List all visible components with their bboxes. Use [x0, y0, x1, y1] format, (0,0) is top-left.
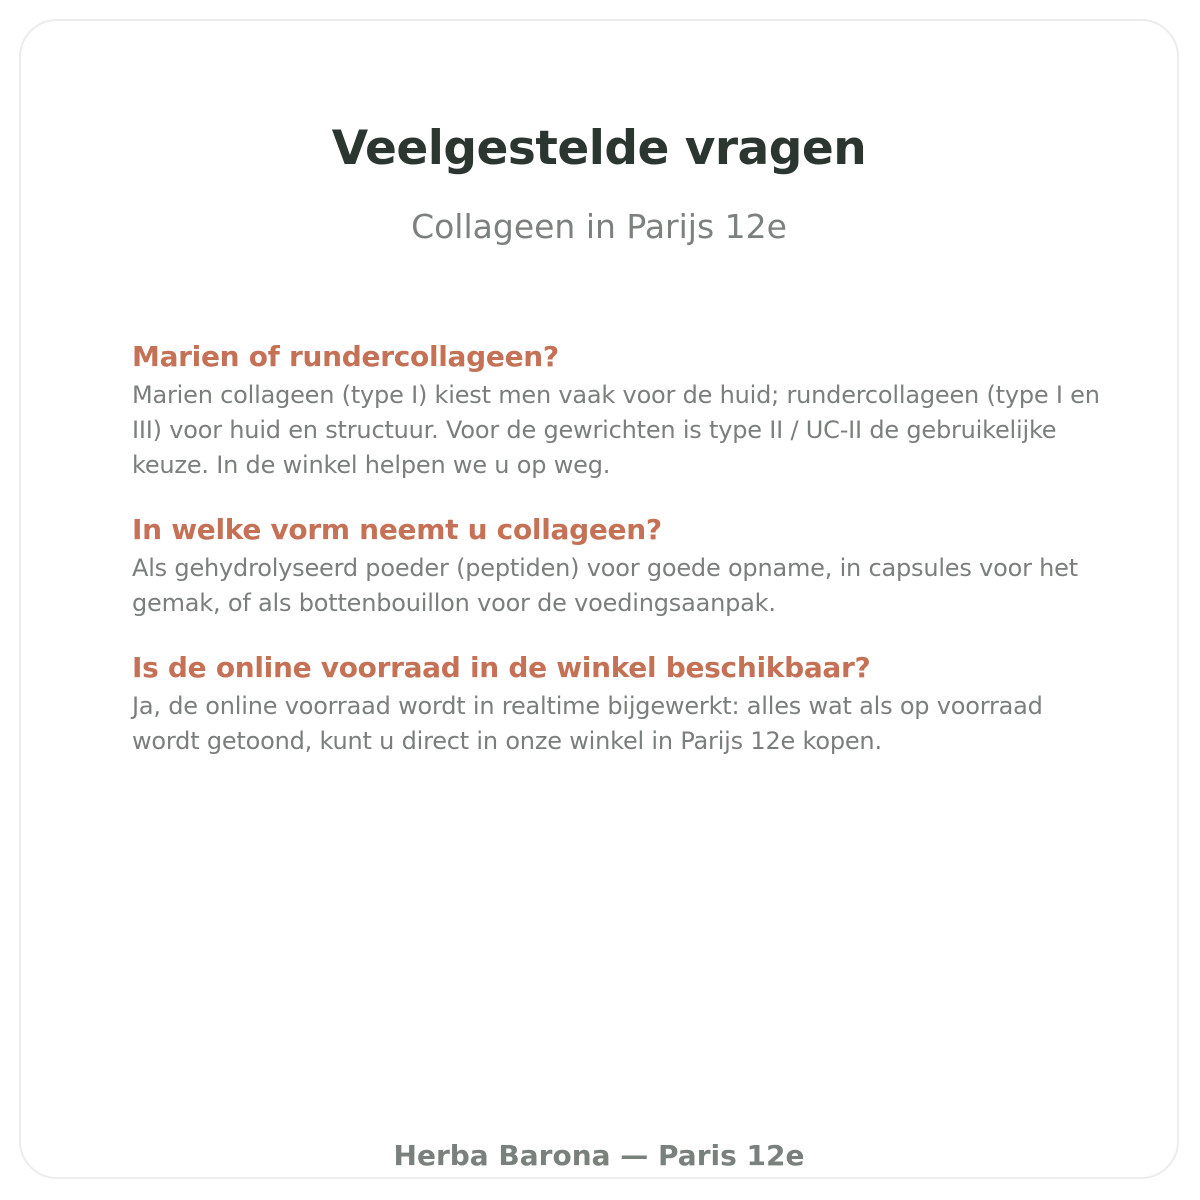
footer-store-name: Herba Barona — Paris 12e — [393, 1139, 805, 1172]
page-title: Veelgestelde vragen — [331, 121, 867, 176]
faq-answer: Marien collageen (type I) kiest men vaak voor de huid; rundercollageen (type I en III) voor huid en structuur. Voor de gewrichten is type II / UC-II de gebruikelijke keuze. In de winkel helpen we u op weg. — [132, 381, 1100, 479]
faq-item — [132, 650, 1107, 759]
faq-question: Marien of rundercollageen? — [132, 340, 559, 373]
faq-item — [132, 339, 1107, 483]
page-subtitle: Collageen in Parijs 12e — [411, 207, 787, 246]
faq-answer: Als gehydrolyseerd poeder (peptiden) voor goede opname, in capsules voor het gemak, of als bottenbouillon voor de voedingsaanpak. — [132, 554, 1078, 617]
faq-item — [132, 512, 1107, 621]
faq-answer: Ja, de online voorraad wordt in realtime bijgewerkt: alles wat als op voorraad wordt getoond, kunt u direct in onze winkel in Parijs 12e kopen. — [132, 692, 1043, 755]
faq-question: Is de online voorraad in de winkel beschikbaar? — [132, 651, 871, 684]
faq-question: In welke vorm neemt u collageen? — [132, 513, 662, 546]
faq-list — [132, 339, 1107, 759]
faq-card — [19, 19, 1179, 1179]
